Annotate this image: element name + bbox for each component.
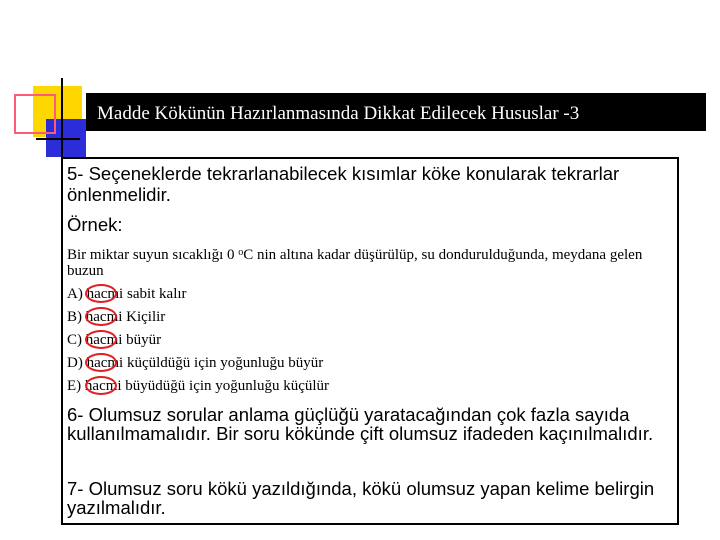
slide-title-bar (86, 93, 706, 131)
decor-pink-outline-square (14, 94, 56, 134)
question-text-start: Bir miktar suyun sıcaklığı 0 (67, 247, 239, 263)
example-label: Örnek: (67, 214, 123, 235)
annotation-circle-d (85, 353, 117, 372)
point-5-text: 5- Seçeneklerde tekrarlanabilecek kısımlar köke konularak tekrarlar önlenmelidir. (67, 163, 620, 205)
slide-title: Madde Kökünün Hazırlanmasında Dikkat Edilecek Hususlar -3 (97, 103, 580, 124)
annotation-circle-b (85, 307, 117, 326)
option-b: B) hacmi Kiçilir (67, 309, 166, 325)
option-a: A) hacmi sabit kalır (67, 286, 187, 302)
annotation-circle-c (85, 330, 117, 349)
annotation-circle-e (85, 376, 117, 395)
degree-superscript: o (238, 247, 244, 258)
decor-horizontal-line (36, 138, 80, 140)
slide-content-box (61, 157, 679, 525)
option-e: E) hacmi büyüdüğü için yoğunluğu küçülür (67, 378, 330, 394)
annotation-circle-a (85, 284, 117, 303)
option-d: D) hacmi küçüldüğü için yoğunluğu büyür (67, 355, 324, 371)
point-6-text: 6- Olumsuz sorular anlama güçlüğü yaratacağından çok fazla sayıda kullanılmamalıdır. Bir soru kökünde çift olumsuz ifadeden kaçınılmalıdır. (67, 404, 654, 444)
point-7-text: 7- Olumsuz soru kökü yazıldığında, kökü olumsuz yapan kelime belirgin yazılmalıdır. (67, 478, 655, 518)
option-c: C) hacmi büyür (67, 332, 162, 348)
example-question (67, 245, 667, 279)
question-text-end: C nin altına kadar düşürülüp, su dondurulduğunda, meydana gelen buzun (67, 247, 643, 279)
